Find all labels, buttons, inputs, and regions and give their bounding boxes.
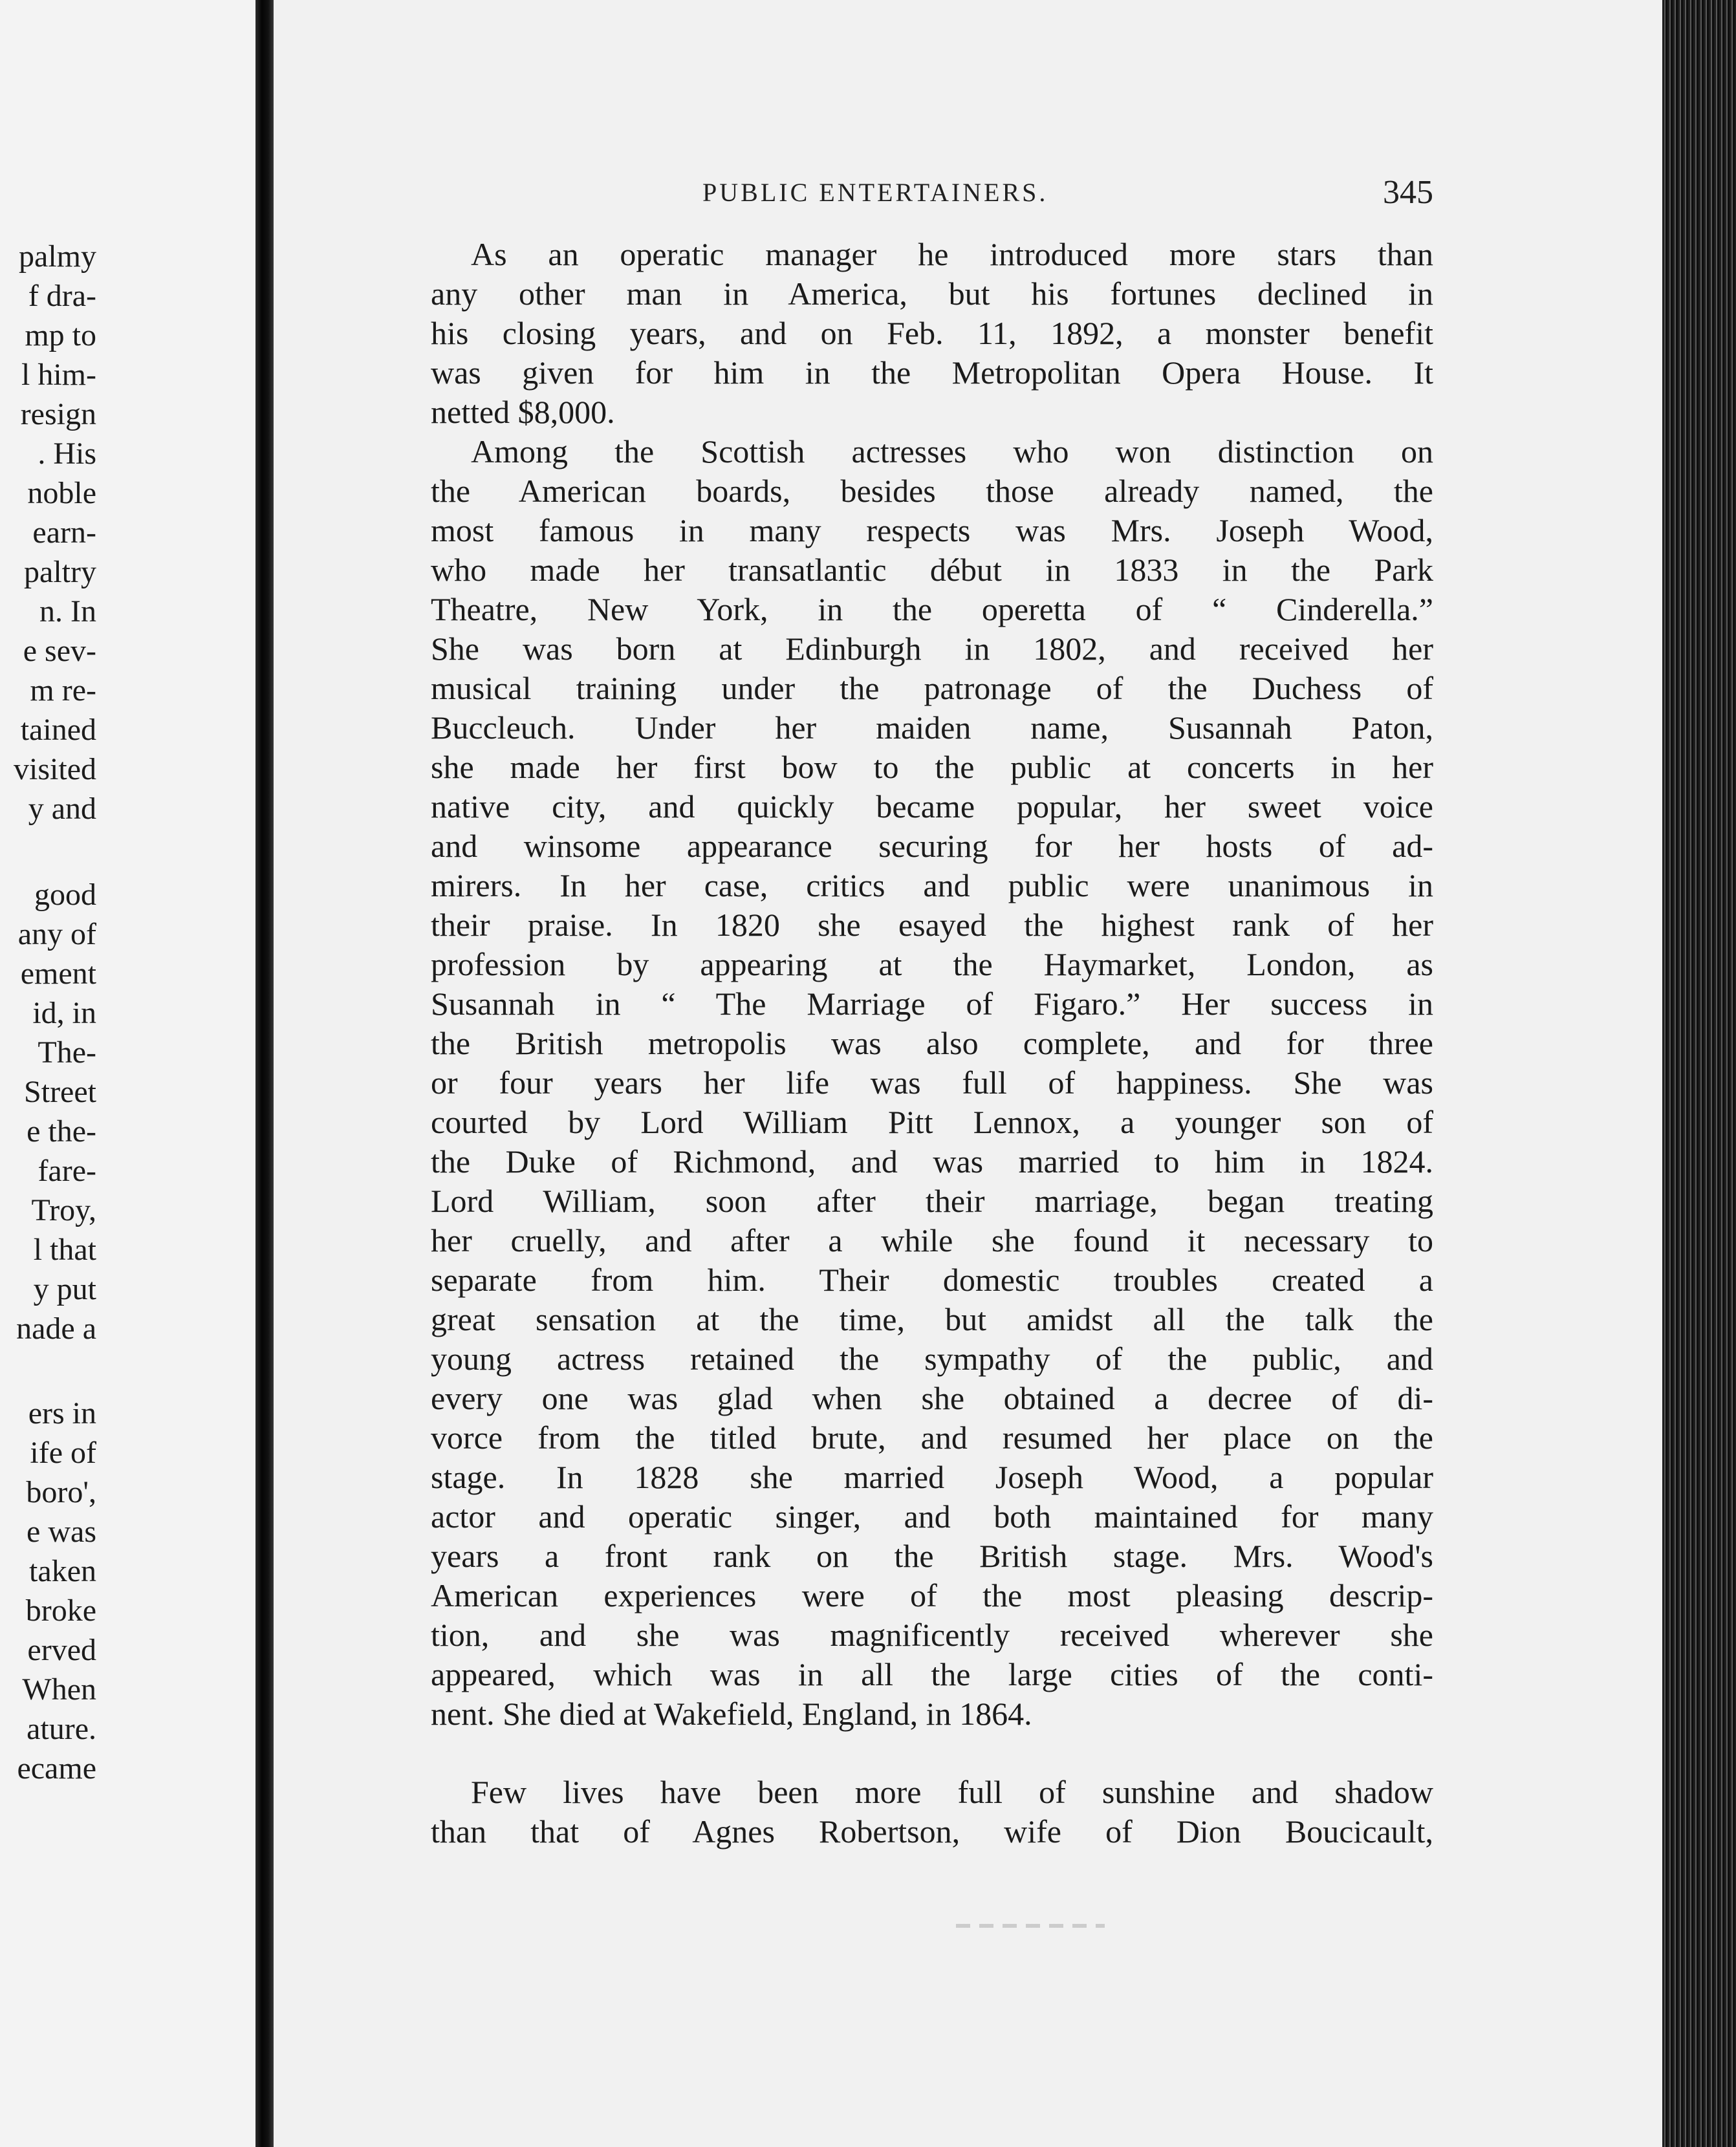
left-page-fragment: boro', [26,1475,96,1509]
text-line: tion, and she was magnificently received wherever she [431,1617,1433,1653]
text-line: mirers. In her case, critics and public were unanimous in [431,867,1433,903]
text-line: Among the Scottish actresses who won distinction on [471,433,1433,469]
text-line: appeared, which was in all the large cities of the conti- [431,1656,1433,1692]
text-line: and winsome appearance securing for her hosts of ad- [431,828,1433,864]
left-page-fragment: Troy, [31,1193,96,1227]
left-page-fragment: m re- [30,673,96,707]
text-line: actor and operatic singer, and both maintained for many [431,1498,1433,1535]
left-page-fragment: e was [27,1515,96,1549]
left-page-fragment: erved [27,1633,96,1667]
text-line: native city, and quickly became popular, her sweet voice [431,788,1433,825]
left-page-fragment: . His [38,437,96,471]
left-page-fragment: e sev- [23,634,96,668]
left-page-fragment: tained [20,713,96,747]
text-line: Theatre, New York, in the operetta of “ Cinderella.” [431,591,1433,627]
text-line: young actress retained the sympathy of the public, and [431,1341,1433,1377]
text-line: nent. She died at Wakefield, England, in 1864. [431,1696,1032,1732]
left-page-fragment: nade a [16,1311,96,1346]
text-line: she made her first bow to the public at concerts in her [431,749,1433,785]
left-page-fragment: earn- [32,515,96,550]
text-line: separate from him. Their domestic troubles created a [431,1262,1433,1298]
left-page-fragment: f dra- [28,279,96,313]
left-page-fragment: any of [17,917,96,951]
text-line: was given for him in the Metropolitan Opera House. It [431,354,1433,391]
text-line: American experiences were of the most pleasing descrip- [431,1577,1433,1613]
text-line: Lord William, soon after their marriage, began treating [431,1183,1433,1219]
text-line: great sensation at the time, but amidst all the talk the [431,1301,1433,1337]
left-page-fragment: fare- [38,1154,96,1188]
text-line: his closing years, and on Feb. 11, 1892, a monster benefit [431,315,1433,351]
text-line: stage. In 1828 she married Joseph Wood, a popular [431,1459,1433,1495]
text-line: Buccleuch. Under her maiden name, Susannah Paton, [431,709,1433,746]
text-line: years a front rank on the British stage. Mrs. Wood's [431,1538,1433,1574]
text-line: their praise. In 1820 she esayed the highest rank of her [431,907,1433,943]
text-line: any other man in America, but his fortunes declined in [431,275,1433,312]
text-line: her cruelly, and after a while she found it necessary to [431,1222,1433,1258]
text-line: than that of Agnes Robertson, wife of Dion Boucicault, [431,1813,1433,1850]
page-edges [1662,0,1736,2147]
text-line: who made her transatlantic début in 1833 in the Park [431,552,1433,588]
left-page-fragment: id, in [32,996,96,1030]
left-page-fragment: ife of [30,1436,96,1470]
left-page-fragment: When [22,1672,96,1707]
text-line: Susannah in “ The Marriage of Figaro.” Her success in [431,986,1433,1022]
text-line: vorce from the titled brute, and resumed her place on the [431,1419,1433,1456]
left-page-fragment: good [34,878,96,912]
left-page-margin [0,0,255,2147]
left-page-fragment: ecame [17,1751,96,1786]
left-page-fragment: taken [29,1554,96,1588]
left-page-fragment: y put [33,1272,96,1306]
left-page-fragment: l him- [21,358,96,392]
text-line: Few lives have been more full of sunshine and shadow [471,1774,1433,1810]
text-line: As an operatic manager he introduced more stars than [471,236,1433,272]
text-line: netted $8,000. [431,394,615,430]
text-line: She was born at Edinburgh in 1802, and received her [431,631,1433,667]
left-page-fragment: palmy [19,239,96,274]
left-page-fragment: ement [20,956,96,991]
text-line: the American boards, besides those already named, the [431,473,1433,509]
book-gutter [255,0,274,2147]
running-title: PUBLIC ENTERTAINERS. [702,178,1048,207]
left-page-fragment: paltry [24,555,96,589]
left-page-fragment: ature. [27,1712,96,1746]
left-page-fragment: l that [33,1233,96,1267]
page-number: 345 [1383,174,1433,211]
text-line: most famous in many respects was Mrs. Joseph Wood, [431,512,1433,548]
left-page-fragment: Street [24,1075,96,1109]
left-page-fragment: e the- [27,1114,96,1149]
left-page-fragment: resign [20,397,96,431]
left-page-fragment: The- [38,1035,96,1070]
text-line: profession by appearing at the Haymarket, London, as [431,946,1433,982]
left-page-fragment: n. In [39,594,96,629]
text-line: every one was glad when she obtained a decree of di- [431,1380,1433,1416]
text-line: or four years her life was full of happiness. She was [431,1064,1433,1101]
left-page-fragment: mp to [25,318,96,352]
text-line: musical training under the patronage of the Duchess of [431,670,1433,706]
text-line: the Duke of Richmond, and was married to him in 1824. [431,1143,1433,1180]
text-line: the British metropolis was also complete, and for three [431,1025,1433,1061]
left-page-fragment: visited [14,752,96,786]
left-page-fragment: ers in [28,1396,96,1430]
left-page-fragment: y and [28,792,96,826]
text-line: courted by Lord William Pitt Lennox, a younger son of [431,1104,1433,1140]
footer-rule [956,1924,1105,1928]
left-page-fragment: noble [27,476,96,510]
left-page-fragment: broke [25,1593,96,1628]
running-head [431,173,1433,219]
